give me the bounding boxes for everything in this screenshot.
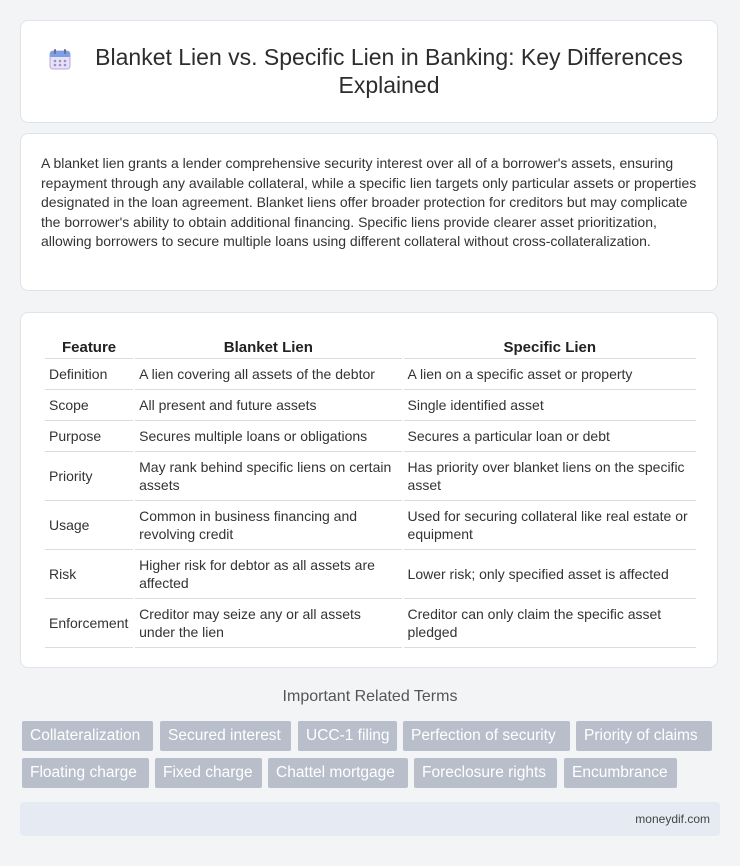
specific-cell: Single identified asset: [404, 390, 696, 421]
table-row: [45, 390, 696, 421]
blanket-cell: All present and future assets: [135, 390, 401, 421]
feature-cell: Priority: [45, 452, 133, 501]
footer: [20, 802, 720, 836]
related-terms-title: Important Related Terms: [282, 688, 458, 705]
table-row: [45, 501, 696, 550]
table-row: [45, 599, 696, 648]
header-feature: Feature: [45, 333, 133, 359]
related-term-tag[interactable]: Chattel mortgage: [268, 758, 408, 788]
site-name[interactable]: moneydif.com: [635, 812, 710, 826]
comparison-table: [43, 333, 698, 648]
specific-cell: A lien on a specific asset or property: [404, 359, 696, 390]
related-term-tag[interactable]: Priority of claims: [576, 721, 712, 751]
related-term-tag[interactable]: Perfection of security: [403, 721, 570, 751]
specific-cell: Used for securing collateral like real estate or equipment: [404, 501, 696, 550]
comparison-card: [20, 312, 718, 668]
table-row: [45, 452, 696, 501]
blanket-cell: Secures multiple loans or obligations: [135, 421, 401, 452]
specific-cell: Has priority over blanket liens on the specific asset: [404, 452, 696, 501]
feature-cell: Usage: [45, 501, 133, 550]
feature-cell: Enforcement: [45, 599, 133, 648]
title-card: [20, 20, 718, 123]
intro-card: [20, 133, 718, 291]
header-blanket-lien: Blanket Lien: [135, 333, 401, 359]
blanket-cell: Higher risk for debtor as all assets are affected: [135, 550, 401, 599]
page-title: Blanket Lien vs. Specific Lien in Banking: Key Differences Explained: [95, 44, 683, 98]
table-row: [45, 550, 696, 599]
related-term-tag[interactable]: UCC-1 filing: [298, 721, 397, 751]
related-term-tag[interactable]: Floating charge: [22, 758, 149, 788]
header-specific-lien: Specific Lien: [404, 333, 696, 359]
blanket-cell: Common in business financing and revolving credit: [135, 501, 401, 550]
specific-cell: Lower risk; only specified asset is affected: [404, 550, 696, 599]
related-term-tag[interactable]: Encumbrance: [564, 758, 677, 788]
specific-cell: Creditor can only claim the specific asset pledged: [404, 599, 696, 648]
blanket-cell: Creditor may seize any or all assets under the lien: [135, 599, 401, 648]
intro-paragraph: A blanket lien grants a lender comprehensive security interest over all of a borrower's assets, ensuring repayment through any available collateral, while a specific lien targets only particular assets or properties designated in the loan agreement. Blanket liens offer broader protection for creditors but may complicate the borrower's ability to obtain additional financing. Specific liens provide clearer asset prioritization, allowing borrowers to secure multiple loans using different collateral without cross-collateralization.: [41, 155, 697, 249]
feature-cell: Definition: [45, 359, 133, 390]
related-term-tag[interactable]: Fixed charge: [155, 758, 262, 788]
feature-cell: Purpose: [45, 421, 133, 452]
table-row: [45, 359, 696, 390]
related-term-tag[interactable]: Foreclosure rights: [414, 758, 557, 788]
blanket-cell: May rank behind specific liens on certain assets: [135, 452, 401, 501]
related-term-tag[interactable]: Collateralization: [22, 721, 153, 751]
table-header-row: [45, 333, 696, 359]
specific-cell: Secures a particular loan or debt: [404, 421, 696, 452]
feature-cell: Scope: [45, 390, 133, 421]
table-row: [45, 421, 696, 452]
feature-cell: Risk: [45, 550, 133, 599]
related-term-tag[interactable]: Secured interest: [160, 721, 291, 751]
blanket-cell: A lien covering all assets of the debtor: [135, 359, 401, 390]
